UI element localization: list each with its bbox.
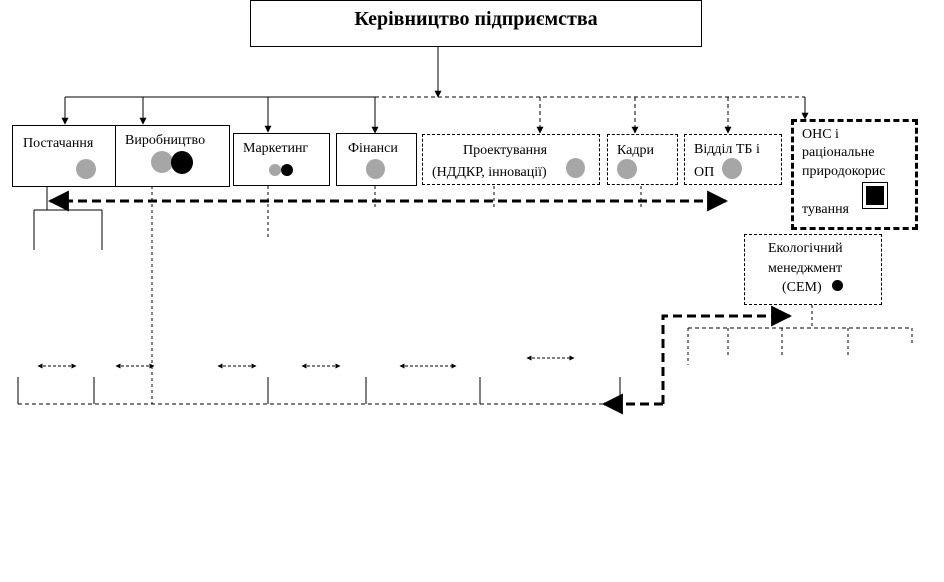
ons-label-line3: природокорис xyxy=(802,164,886,179)
supply-production-divider xyxy=(115,126,116,186)
eco-label-line3: (СЕМ) xyxy=(782,280,822,295)
eco-label-line1: Екологічний xyxy=(768,241,843,256)
grey-marker xyxy=(722,158,742,179)
ons-label-line2: раціональне xyxy=(802,145,875,160)
black-marker xyxy=(171,151,193,174)
finance-box xyxy=(336,133,417,186)
eco-label-line2: менеджмент xyxy=(768,261,843,276)
ons-label-line1: ОНС і xyxy=(802,127,839,142)
bottom-row xyxy=(18,358,620,404)
grey-marker xyxy=(76,159,96,179)
safety-label-line2: ОП xyxy=(694,165,715,180)
eco-management-box xyxy=(744,234,882,305)
grey-marker xyxy=(566,158,585,178)
finance-label: Фінанси xyxy=(348,141,398,156)
marketing-label: Маркетинг xyxy=(243,141,309,156)
grey-marker xyxy=(366,159,385,179)
grey-marker xyxy=(617,159,637,179)
supply-label: Постачання xyxy=(23,136,94,151)
black-marker xyxy=(281,164,293,176)
supply-production-box xyxy=(12,125,230,187)
management-title: Керівництво підприємства xyxy=(354,8,598,30)
safety-label-line1: Відділ ТБ і xyxy=(694,142,760,157)
grey-marker xyxy=(151,151,173,173)
design-label-line2: (НДДКР, інновації) xyxy=(432,165,547,180)
ons-label-line4: тування xyxy=(802,202,849,217)
black-marker xyxy=(832,280,843,291)
personnel-box xyxy=(607,134,678,185)
management-box xyxy=(250,0,702,47)
department-downlines xyxy=(34,186,641,404)
design-box xyxy=(422,134,600,185)
ons-box xyxy=(791,119,918,230)
top-distribution-lines xyxy=(65,47,805,133)
eco-connectors xyxy=(604,305,912,404)
black-square-marker xyxy=(862,182,888,209)
marketing-box xyxy=(233,133,330,186)
production-label: Виробництво xyxy=(125,133,206,148)
design-label-line1: Проектування xyxy=(463,143,548,158)
personnel-label: Кадри xyxy=(617,143,654,158)
safety-dept-box xyxy=(684,134,782,185)
grey-marker xyxy=(269,164,281,176)
